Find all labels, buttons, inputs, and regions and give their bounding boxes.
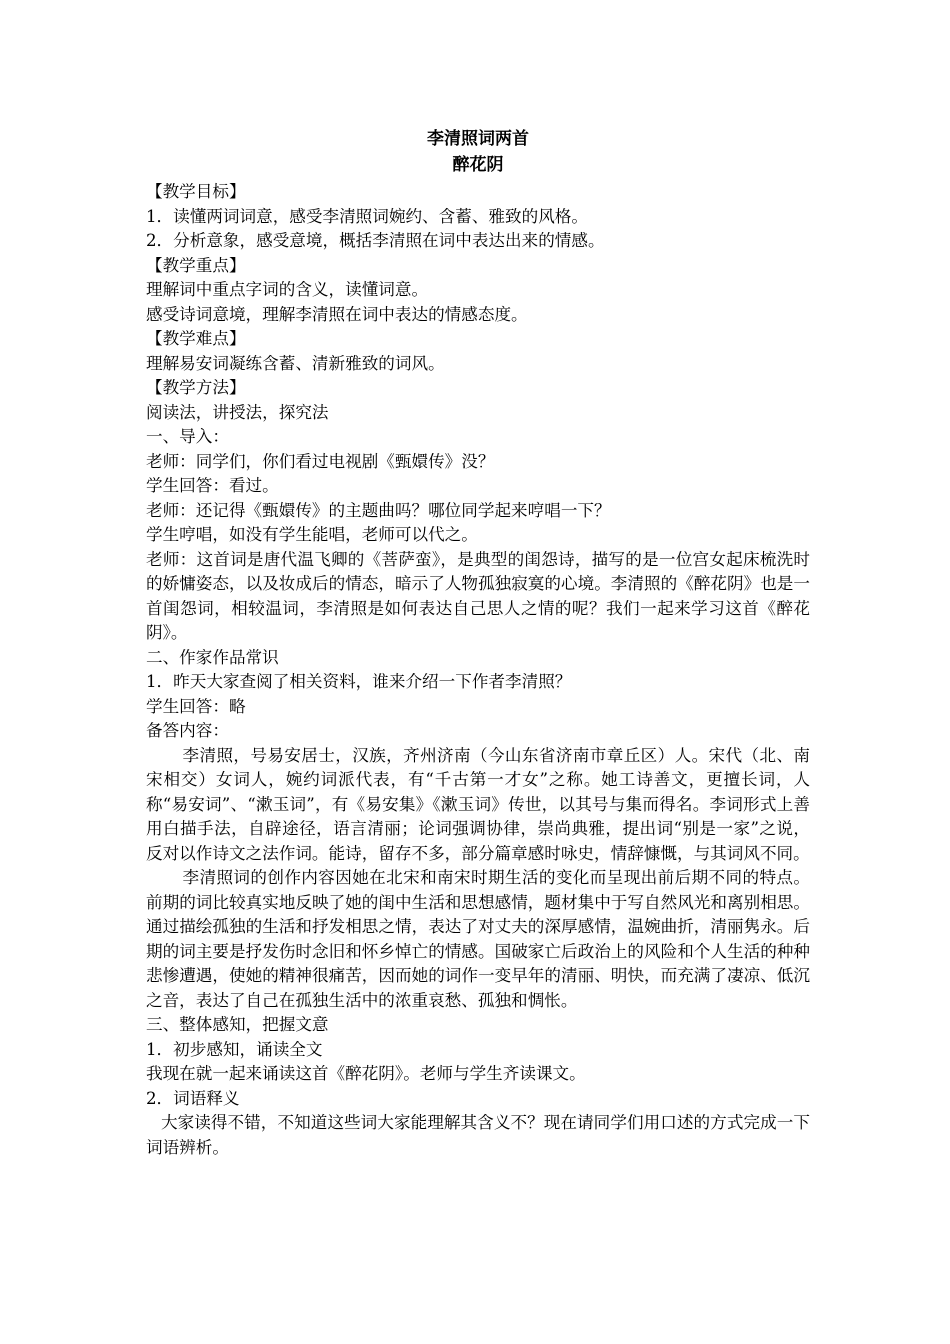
text-line: 【教学重点】 xyxy=(146,255,246,275)
text-line: 2．分析意象，感受意境，概括李清照在词中表达出来的情感。 xyxy=(146,231,605,250)
text-line: 学生回答：略 xyxy=(146,696,246,716)
text-line: 阅读法，讲授法，探究法 xyxy=(146,402,329,422)
text-line: 二、作家作品常识 xyxy=(146,647,279,667)
text-line: 三、整体感知，把握文意 xyxy=(146,1015,329,1034)
text-line: 老师：还记得《甄嬛传》的主题曲吗？哪位同学起来哼唱一下？ xyxy=(146,500,611,520)
text-line: 备答内容： xyxy=(146,721,229,740)
text-line: 理解易安词凝练含蓄、清新雅致的词风。 xyxy=(146,353,445,373)
text-line: 一、导入： xyxy=(146,427,229,446)
text-line: 学生哼唱，如没有学生能唱，老师可以代之。 xyxy=(146,525,478,544)
doc-title: 李清照词两首 xyxy=(427,129,529,149)
text-line: 【教学方法】 xyxy=(146,378,246,397)
text-line: 理解词中重点字词的含义，读懂词意。 xyxy=(146,280,429,299)
text-line: 学生回答：看过。 xyxy=(146,476,279,495)
paragraph-biography: 李清照，号易安居士，汉族，齐州济南（今山东省济南市章丘区）人。宋代（北、南宋相交）女词人，婉约词派代表，有“千古第一才女”之称。她工诗善文，更擅长词，人称“易安词”、“漱玉词”，有《易安集》《漱玉词》传世，以其号与集而得名。李词形式上善用白描手法，自辟途径，语言清丽；论词强调协律，崇尚典雅，提出词“别是一家”之说，反对以作诗文之法作词。能诗，留存不多，部分篇章感时咏史，情辞慷慨，与其词风不同。 xyxy=(146,745,810,863)
text-line: 【教学难点】 xyxy=(146,329,246,348)
text-line: 2．词语释义 xyxy=(146,1088,240,1108)
text-line: 1．昨天大家查阅了相关资料，谁来介绍一下作者李清照？ xyxy=(146,672,572,691)
paragraph-intro: 老师：这首词是唐代温飞卿的《菩萨蛮》，是典型的闺怨诗，描写的是一位宫女起床梳洗时的娇慵姿态，以及妆成后的情态，暗示了人物孤独寂寞的心境。李清照的《醉花阴》也是一首闺怨词，相较温词，李清照是如何表达自己思人之情的呢？我们一起来学习这首《醉花阴》。 xyxy=(146,549,810,642)
text-line: 我现在就一起来诵读这首《醉花阴》。老师与学生齐读课文。 xyxy=(146,1064,586,1083)
text-line: 老师：同学们，你们看过电视剧《甄嬛传》没？ xyxy=(146,451,495,471)
text-line: 【教学目标】 xyxy=(146,182,246,201)
document-page xyxy=(146,126,810,1160)
text-line: 1．初步感知，诵读全文 xyxy=(146,1039,323,1059)
text-line: 感受诗词意境，理解李清照在词中表达的情感态度。 xyxy=(146,304,528,324)
text-line: 1．读懂两词词意，感受李清照词婉约、含蓄、雅致的风格。 xyxy=(146,206,588,226)
paragraph-works: 李清照词的创作内容因她在北宋和南宋时期生活的变化而呈现出前后期不同的特点。前期的词比较真实地反映了她的闺中生活和思想感情，题材集中于写自然风光和离别相思。通过描绘孤独的生活和抒发相思之情，表达了对丈夫的深厚感情，温婉曲折，清丽隽永。后期的词主要是抒发伤时念旧和怀乡悼亡的情感。国破家亡后政治上的风险和个人生活的种种悲惨遭遇，使她的精神很痛苦，因而她的词作一变早年的清丽、明快，而充满了凄凉、低沉之音，表达了自己在孤独生活中的浓重哀愁、孤独和惆怅。 xyxy=(146,868,810,1010)
doc-subtitle: 醉花阴 xyxy=(452,155,504,175)
paragraph-vocab: 大家读得不错，不知道这些词大家能理解其含义不？现在请同学们用口述的方式完成一下词语辨析。 xyxy=(146,1113,810,1157)
